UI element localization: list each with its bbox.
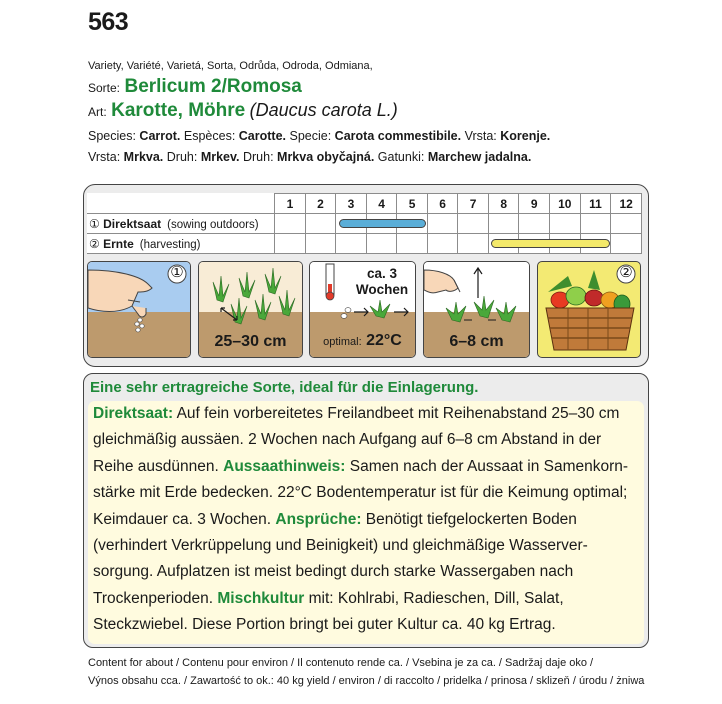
species-lang-label: Vrsta: (464, 129, 501, 143)
species-lang-value: Mrkva. (123, 150, 164, 164)
month-cell (427, 234, 458, 254)
germination-weeks: ca. 3 Wochen (355, 266, 409, 297)
month-header: 8 (488, 194, 519, 214)
species-lang-value: Marchew jadalna. (427, 150, 532, 164)
art-label: Art: (88, 105, 107, 119)
month-cell (488, 214, 519, 234)
variety-languages: Variety, Variété, Varietá, Sorta, Odrůda, Odroda, Odmiana, (88, 60, 373, 72)
month-cell (580, 214, 611, 234)
description-box (83, 373, 649, 648)
species-lang-value: Mrkev. (200, 150, 240, 164)
panel-sowing (87, 261, 191, 358)
content-info-line-1: Content for about / Contenu pour environ / Il contenuto rende ca. / Vsebina je za ca. / Sadržaj daje oko / (88, 657, 594, 669)
art-name: Karotte, Möhre (111, 100, 246, 121)
product-number: 563 (88, 8, 129, 36)
description-text: gleichmäßig aussäen. 2 Wochen nach Aufgang auf 6–8 cm Abstand in der (93, 431, 602, 449)
description-text: Steckzwiebel. Diese Portion bringt bei guter Kultur ca. 40 kg Ertrag. (93, 616, 556, 634)
month-cell (611, 214, 642, 234)
description-body (88, 401, 644, 644)
month-header: 5 (397, 194, 428, 214)
panel-spacing (198, 261, 303, 358)
month-header: 7 (458, 194, 489, 214)
species-translations-2 (88, 150, 531, 164)
description-line (93, 563, 573, 581)
thinning-caption: 6–8 cm (449, 333, 504, 350)
month-header: 6 (427, 194, 458, 214)
panel-harvest (537, 261, 641, 358)
species-lang-label: Gatunki: (377, 150, 428, 164)
month-header: 3 (336, 194, 367, 214)
optimal-label: optimal: (323, 336, 362, 348)
month-cell (458, 214, 489, 234)
species-lang-label: Espèces: (183, 129, 239, 143)
description-text: mit: Kohlrabi, Radieschen, Dill, Salat, (304, 589, 564, 607)
description-line (93, 537, 588, 555)
description-line (93, 458, 628, 476)
description-text: sorgung. Aufplatzen ist meist bedingt durch starke Wassergaben nach (93, 563, 574, 581)
calendar-row-label (87, 214, 275, 234)
month-cell (275, 234, 306, 254)
month-cell (611, 234, 642, 254)
species-lang-label: Species: (88, 129, 140, 143)
content-info-line-2: Výnos obsahu cca. / Zawartość to ok.: 40 kg yield / environ / di raccolto / pridelka / prinosa / sklizeň / úrodu / żniwa (88, 675, 645, 687)
month-cell (275, 214, 306, 234)
month-header: 11 (580, 194, 611, 214)
month-cell (305, 234, 336, 254)
species-art-line (88, 100, 398, 122)
description-text: Reihe ausdünnen. (93, 457, 224, 475)
description-text: Keimdauer ca. 3 Wochen. (93, 510, 276, 528)
description-text: Trockenperioden. (93, 589, 218, 607)
species-translations-1 (88, 129, 550, 143)
calendar-corner (87, 194, 275, 214)
species-lang-value: Carotte. (238, 129, 287, 143)
sowing-calendar (83, 184, 649, 367)
description-line (93, 511, 577, 529)
month-cell (397, 234, 428, 254)
activity-name: Direktsaat (103, 216, 162, 231)
description-text: Benötigt tiefgelockerten Boden (361, 510, 577, 528)
calendar-bar (491, 239, 609, 248)
sowing-marker: ① (170, 264, 184, 281)
month-header: 9 (519, 194, 550, 214)
species-lang-value: Korenje. (500, 129, 551, 143)
description-headline: Eine sehr ertragreiche Sorte, ideal für die Einlagerung. (90, 379, 479, 396)
calendar-row-label (87, 234, 275, 254)
description-text: (verhindert Verkrüppelung und Beinigkeit) und gleichmäßige Wasserver- (93, 537, 588, 554)
species-lang-value: Carota commestibile. (334, 129, 462, 143)
spacing-caption: 25–30 cm (214, 333, 287, 350)
month-cell (427, 214, 458, 234)
description-keyword: Aussaathinweis: (223, 457, 346, 475)
month-cell (549, 214, 580, 234)
description-keyword: Ansprüche: (275, 510, 362, 528)
month-cell (458, 234, 489, 254)
description-line (93, 616, 556, 634)
description-text: Auf fein vorbereitetes Freilandbeet mit Reihenabstand 25–30 cm (173, 405, 620, 422)
variety-name: Berlicum 2/Romosa (124, 76, 302, 97)
month-cell (305, 214, 336, 234)
species-lang-label: Druh: (242, 150, 278, 164)
month-header: 1 (275, 194, 306, 214)
harvest-marker: ② (619, 264, 633, 281)
month-cell (366, 234, 397, 254)
month-header: 4 (366, 194, 397, 214)
description-keyword: Mischkultur (217, 589, 305, 607)
month-header: 12 (611, 194, 642, 214)
species-lang-label: Specie: (289, 129, 335, 143)
month-header-row (87, 194, 642, 214)
species-lang-label: Druh: (166, 150, 201, 164)
species-lang-label: Vrsta: (88, 150, 124, 164)
variety-label: Sorte: (88, 81, 121, 95)
month-cell (519, 214, 550, 234)
panel-germination (309, 261, 416, 358)
description-text: stärke mit Erde bedecken. 22°C Bodentemperatur ist für die Keimung optimal; (93, 484, 628, 502)
description-text: Samen nach der Aussaat in Samenkorn- (345, 457, 629, 475)
description-line (93, 431, 601, 449)
optimal-temp: 22°C (366, 332, 402, 349)
variety-line (88, 76, 302, 98)
latin-name: (Daucus carota L.) (249, 100, 398, 120)
month-header: 10 (549, 194, 580, 214)
activity-english: (harvesting) (139, 238, 201, 251)
species-lang-value: Carrot. (139, 129, 181, 143)
description-line (93, 405, 619, 423)
row-marker: ① (89, 216, 104, 231)
activity-name: Ernte (103, 236, 134, 251)
activity-english: (sowing outdoors) (167, 218, 259, 231)
month-cell (336, 234, 367, 254)
description-line (93, 484, 627, 502)
species-lang-value: Mrkva obyčajná. (277, 150, 375, 164)
row-marker: ② (89, 236, 104, 251)
panel-thinning (423, 261, 530, 358)
description-line (93, 590, 564, 608)
temperature-caption (310, 332, 415, 350)
calendar-bar (339, 219, 427, 228)
description-keyword: Direktsaat: (93, 405, 174, 422)
month-header: 2 (305, 194, 336, 214)
